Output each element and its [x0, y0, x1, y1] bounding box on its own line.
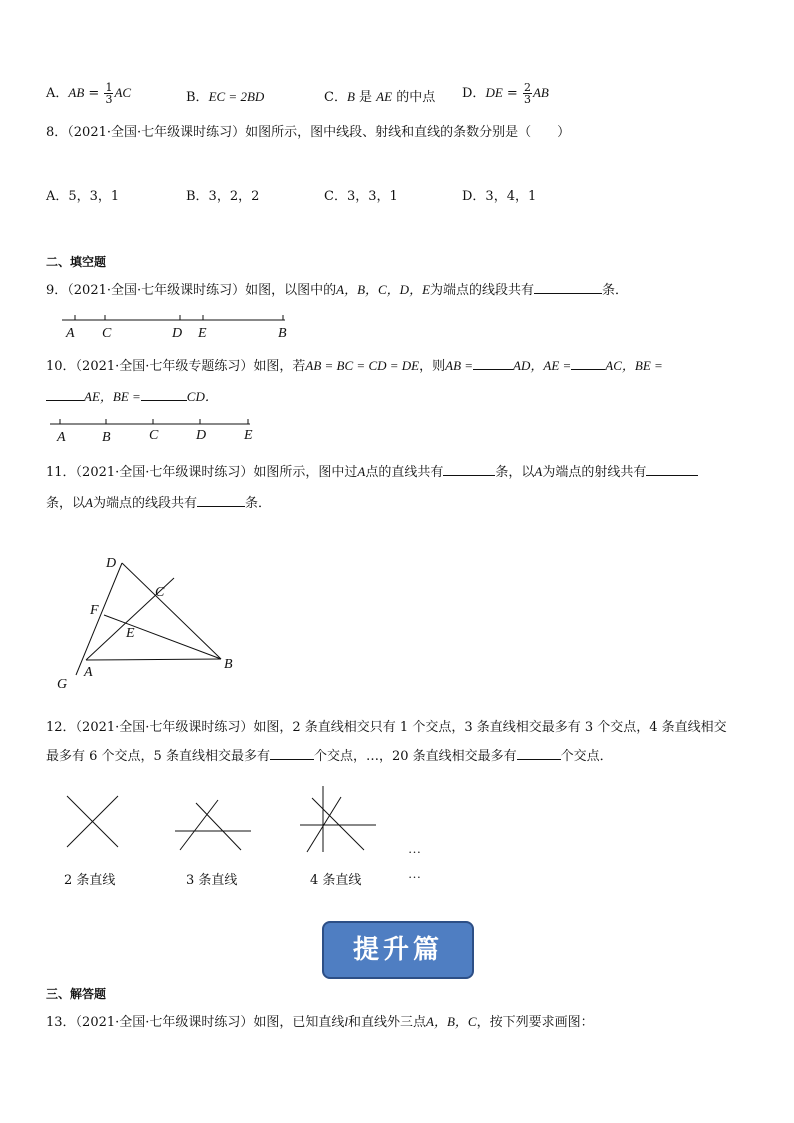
q11-line-db [122, 563, 221, 659]
q10-label-b: B [102, 430, 111, 445]
q9-label-e: E [198, 326, 207, 341]
q11-triangle-figure [57, 556, 233, 692]
q10-label-d: D [196, 428, 207, 443]
q12-stem-line1: 12．（2021·全国·七年级课时练习）如图，2 条直线相交只有 1 个交点，3 条直线相交最多有 3 个交点，4 条直线相交 [46, 720, 727, 735]
q12-fig3-line-3 [312, 798, 364, 850]
q11-label-a: A [84, 665, 93, 680]
q10-blank-2[interactable] [571, 357, 605, 370]
q11-label-e: E [126, 626, 135, 641]
q12-caption-four-lines: 4 条直线 [310, 873, 362, 888]
q10-stem-line1: 10．（2021·全国·七年级专题练习）如图，若AB = BC = CD = DE，则AB = AD，AE = AC，BE = [46, 358, 663, 374]
q11-blank-3[interactable] [197, 494, 245, 507]
q11-label-g: G [57, 677, 68, 692]
q10-blank-1[interactable] [473, 357, 513, 370]
q12-four-lines-figure [300, 786, 376, 852]
q10-blank-3[interactable] [46, 388, 84, 401]
q7-option-d: D．DE = $\frac{2}{3}$ AB [462, 81, 549, 106]
q13-stem: 13．（2021·全国·七年级课时练习）如图，已知直线l和直线外三点A，B，C，按下列要求画图： [46, 1014, 594, 1030]
q9-stem: 9．（2021·全国·七年级课时练习）如图，以图中的A，B，C，D，E为端点的线段共有 条． [46, 282, 629, 298]
q11-label-c: C [155, 585, 165, 600]
q11-blank-1[interactable] [443, 463, 495, 476]
q11-line-ab [86, 659, 221, 660]
section-title-fill-in: 二、填空题 [46, 255, 107, 269]
q7-option-b: B．EC = 2BD [186, 89, 265, 105]
q8-option-a: A．5，3，1 [46, 189, 120, 204]
q10-label-a: A [57, 430, 66, 445]
q11-line-fb [104, 615, 221, 659]
q11-stem-line2: 条，以A为端点的线段共有 条． [46, 495, 271, 511]
q12-caption-three-lines: 3 条直线 [186, 873, 238, 888]
q12-fig2-line-3 [180, 800, 218, 850]
q9-segment-figure [62, 315, 287, 341]
q11-stem-line1: 11．（2021·全国·七年级课时练习）如图所示，图中过A点的直线共有 条，以A为端点的射线共有 [46, 461, 698, 480]
q8-option-d: D．3，4，1 [462, 189, 537, 204]
q9-label-d: D [172, 326, 183, 341]
q12-ellipsis-upper: … [408, 841, 421, 856]
q12-two-lines-figure [67, 796, 118, 847]
q8-stem: 8．（2021·全国·七年级课时练习）如图所示，图中线段、射线和直线的条数分别是（ ） [46, 125, 571, 140]
q7-option-a: A．AB = $\frac{1}{3}$ AC [46, 81, 132, 106]
q10-segment-figure [50, 419, 253, 445]
advanced-section-badge: 提升篇 [322, 921, 474, 979]
q10-blank-4[interactable] [141, 388, 187, 401]
q10-label-c: C [149, 428, 159, 443]
q12-blank-2[interactable] [517, 747, 561, 760]
q11-blank-2[interactable] [646, 463, 698, 476]
q9-label-b: B [278, 326, 287, 341]
q10-label-e: E [244, 428, 253, 443]
q8-option-b: B．3，2，2 [186, 189, 260, 204]
q12-blank-1[interactable] [270, 747, 314, 760]
q9-label-a: A [66, 326, 75, 341]
fraction-one-third: $\frac{1}{3}$ [105, 81, 113, 106]
q12-stem-line2: 最多有 6 个交点，5 条直线相交最多有 个交点，…，20 条直线相交最多有 个交点． [46, 749, 613, 764]
q11-label-f: F [90, 603, 99, 618]
q10-stem-line2: AE，BE = CD． [46, 386, 218, 405]
q11-label-b: B [224, 657, 233, 672]
q12-fig2-line-2 [196, 803, 241, 850]
q9-label-c: C [102, 326, 112, 341]
q12-ellipsis-lower: … [408, 866, 421, 881]
q12-three-lines-figure [175, 800, 251, 850]
fraction-two-thirds: $\frac{2}{3}$ [523, 81, 531, 106]
q11-label-d: D [106, 556, 117, 571]
q7-option-c: C．B 是 AE 的中点 [324, 89, 436, 105]
q12-caption-two-lines: 2 条直线 [64, 873, 116, 888]
section-title-answer: 三、解答题 [46, 987, 107, 1001]
q8-option-c: C．3，3，1 [324, 189, 398, 204]
